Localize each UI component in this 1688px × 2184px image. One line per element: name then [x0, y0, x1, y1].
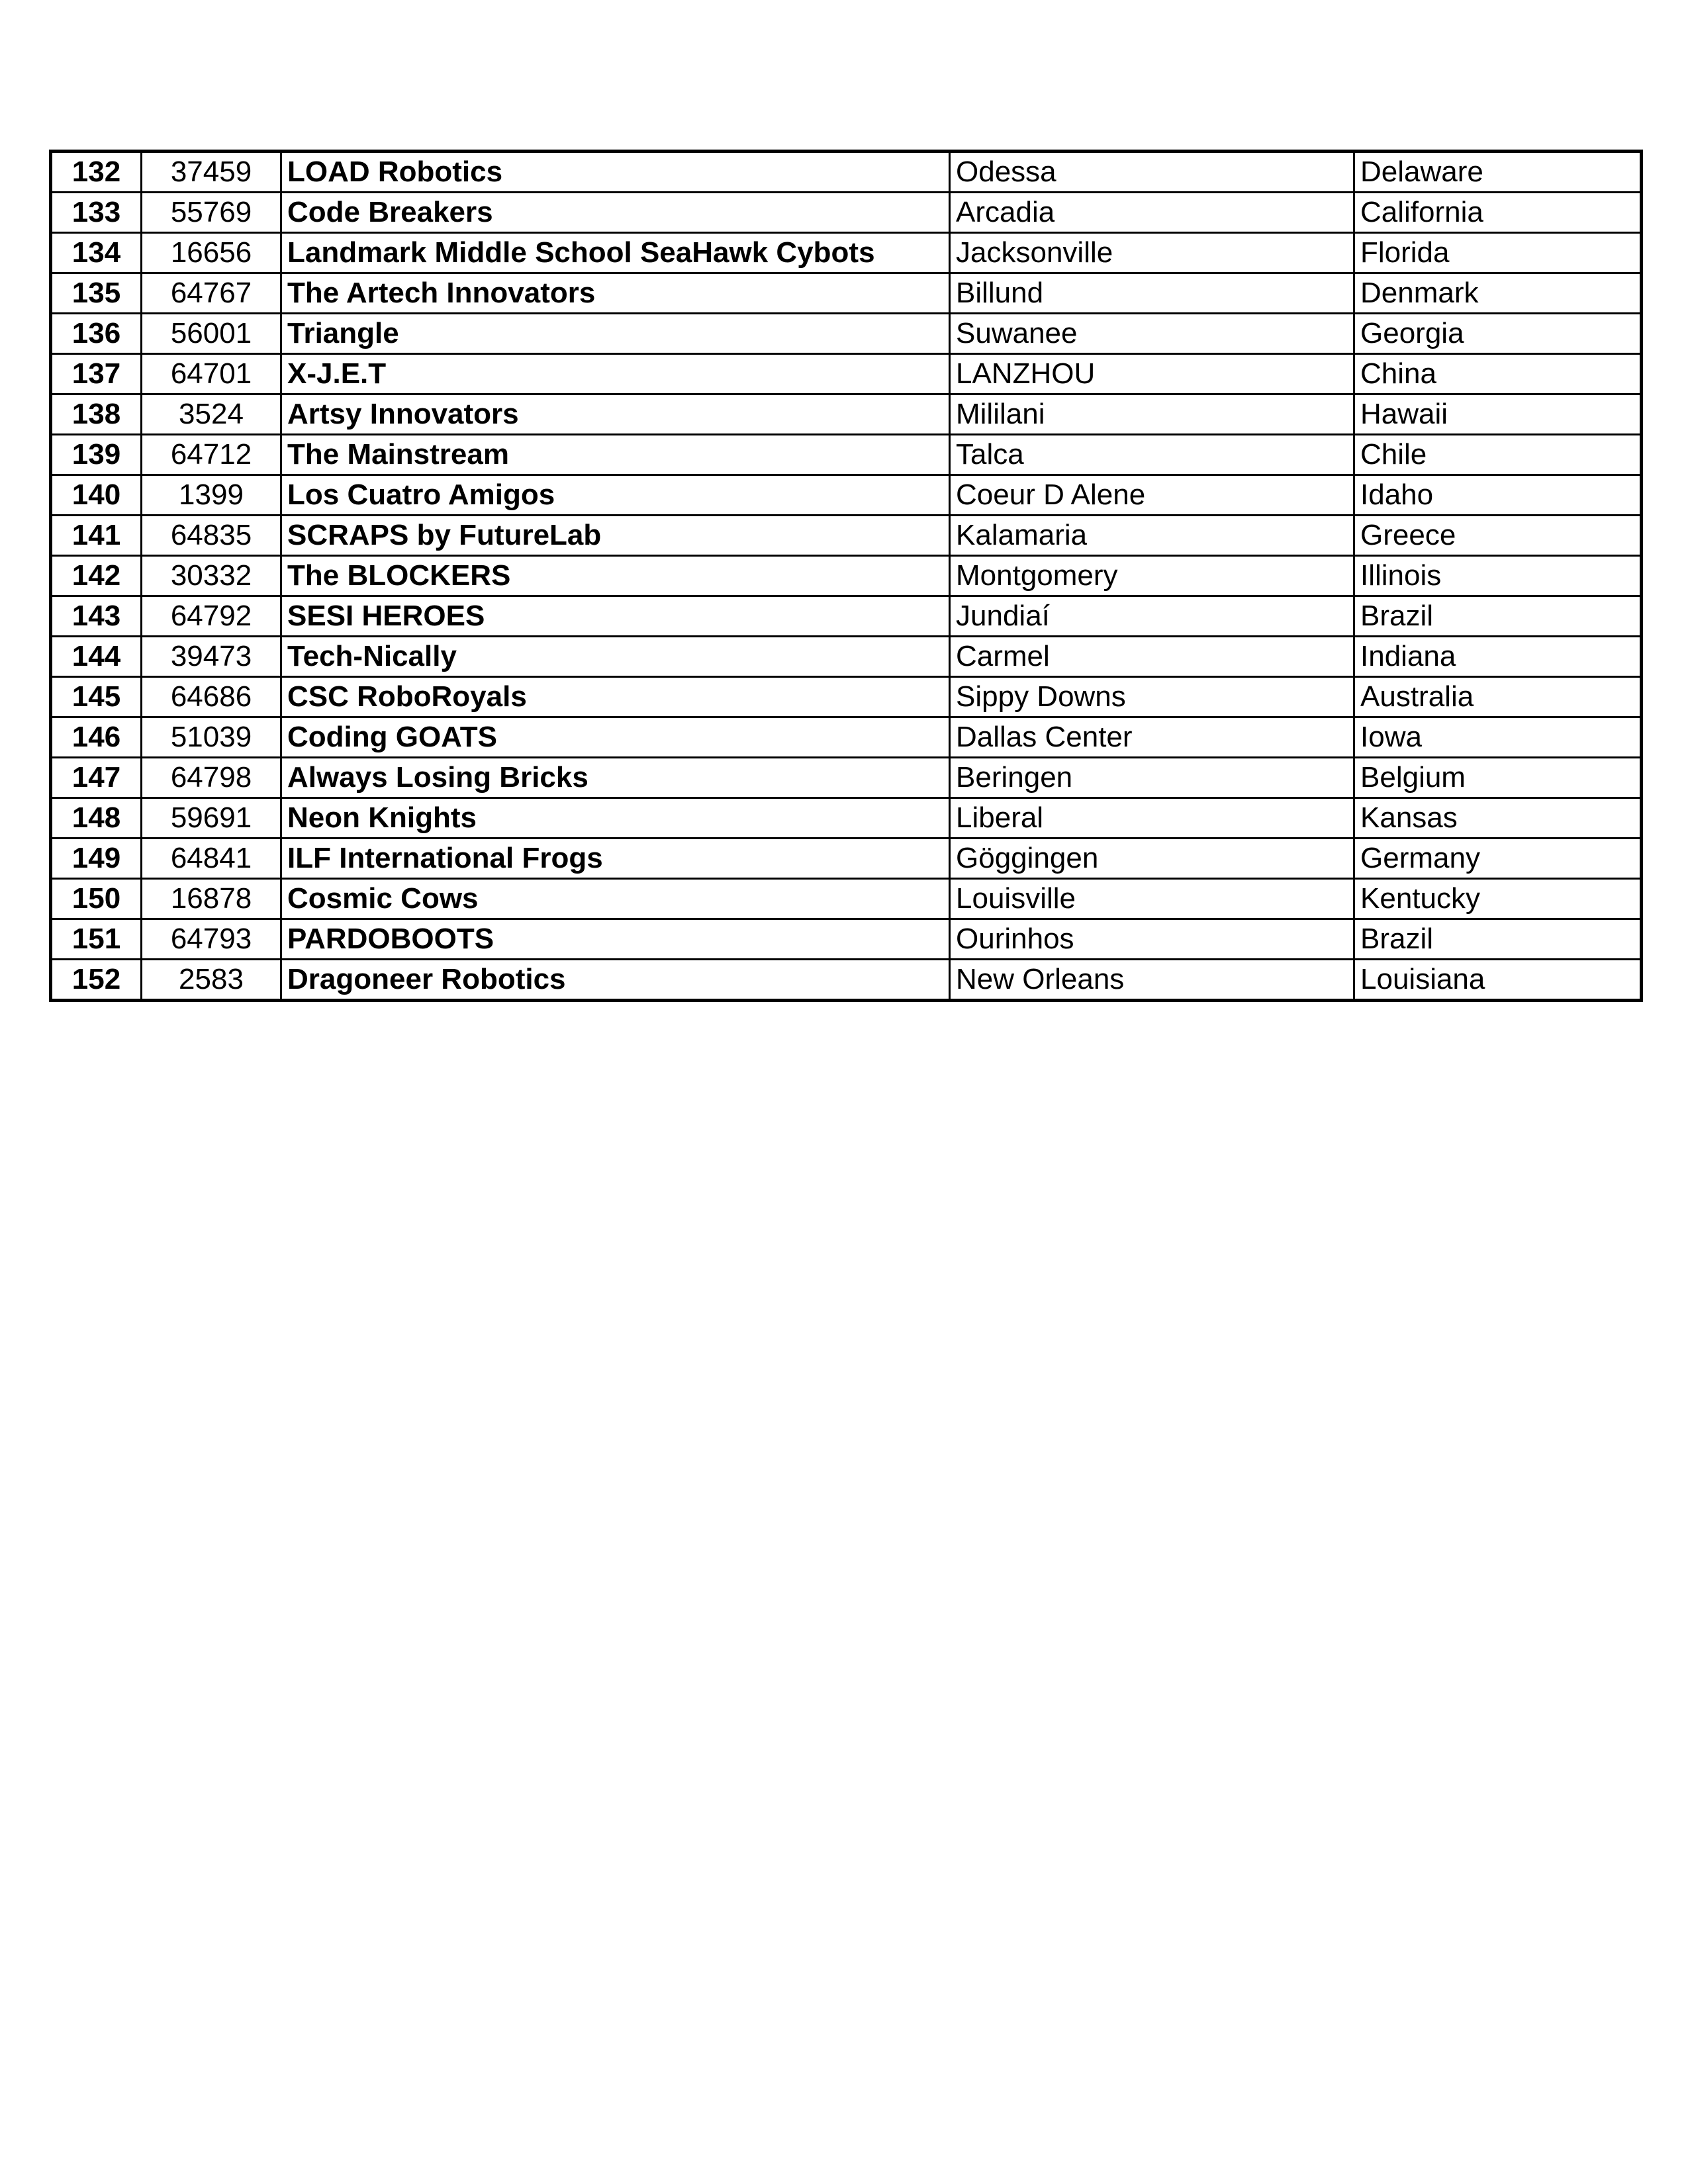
region-cell: Indiana — [1354, 637, 1642, 677]
city-cell: New Orleans — [950, 960, 1354, 1001]
rank-cell: 141 — [51, 516, 142, 556]
team-number-cell: 64835 — [142, 516, 281, 556]
table-row — [51, 394, 1642, 435]
rank-cell: 137 — [51, 354, 142, 394]
region-cell: Hawaii — [1354, 394, 1642, 435]
team-name-cell: Always Losing Bricks — [281, 758, 950, 798]
team-number-cell: 64712 — [142, 435, 281, 475]
team-name-cell: Coding GOATS — [281, 717, 950, 758]
team-number-cell: 16656 — [142, 233, 281, 273]
team-number-cell: 64767 — [142, 273, 281, 314]
city-cell: Liberal — [950, 798, 1354, 839]
team-name-cell: Dragoneer Robotics — [281, 960, 950, 1001]
team-number-cell: 64792 — [142, 596, 281, 637]
region-cell: Louisiana — [1354, 960, 1642, 1001]
region-cell: Brazil — [1354, 919, 1642, 960]
city-cell: Kalamaria — [950, 516, 1354, 556]
region-cell: Australia — [1354, 677, 1642, 717]
region-cell: Denmark — [1354, 273, 1642, 314]
team-name-cell: ILF International Frogs — [281, 839, 950, 879]
team-number-cell: 30332 — [142, 556, 281, 596]
team-name-cell: SCRAPS by FutureLab — [281, 516, 950, 556]
team-name-cell: Los Cuatro Amigos — [281, 475, 950, 516]
rank-cell: 134 — [51, 233, 142, 273]
table-row — [51, 919, 1642, 960]
rank-cell: 150 — [51, 879, 142, 919]
city-cell: Talca — [950, 435, 1354, 475]
team-number-cell: 64686 — [142, 677, 281, 717]
team-name-cell: X-J.E.T — [281, 354, 950, 394]
table-row — [51, 717, 1642, 758]
region-cell: Florida — [1354, 233, 1642, 273]
region-cell: Iowa — [1354, 717, 1642, 758]
region-cell: China — [1354, 354, 1642, 394]
team-name-cell: Landmark Middle School SeaHawk Cybots — [281, 233, 950, 273]
table-row — [51, 152, 1642, 193]
table-row — [51, 516, 1642, 556]
team-name-cell: Artsy Innovators — [281, 394, 950, 435]
team-number-cell: 39473 — [142, 637, 281, 677]
team-number-cell: 64798 — [142, 758, 281, 798]
region-cell: California — [1354, 193, 1642, 233]
city-cell: Billund — [950, 273, 1354, 314]
team-number-cell: 64841 — [142, 839, 281, 879]
table-row — [51, 435, 1642, 475]
team-name-cell: The BLOCKERS — [281, 556, 950, 596]
region-cell: Delaware — [1354, 152, 1642, 193]
table-row — [51, 758, 1642, 798]
rank-cell: 152 — [51, 960, 142, 1001]
rank-cell: 142 — [51, 556, 142, 596]
rank-cell: 144 — [51, 637, 142, 677]
region-cell: Chile — [1354, 435, 1642, 475]
rank-cell: 148 — [51, 798, 142, 839]
city-cell: Mililani — [950, 394, 1354, 435]
city-cell: Göggingen — [950, 839, 1354, 879]
team-name-cell: Tech-Nically — [281, 637, 950, 677]
table-row — [51, 233, 1642, 273]
table-row — [51, 596, 1642, 637]
team-name-cell: The Artech Innovators — [281, 273, 950, 314]
rank-cell: 133 — [51, 193, 142, 233]
team-number-cell: 51039 — [142, 717, 281, 758]
city-cell: Beringen — [950, 758, 1354, 798]
table-row — [51, 879, 1642, 919]
table-row — [51, 677, 1642, 717]
team-rankings-table — [49, 150, 1643, 1002]
team-name-cell: Code Breakers — [281, 193, 950, 233]
team-number-cell: 37459 — [142, 152, 281, 193]
city-cell: Ourinhos — [950, 919, 1354, 960]
rank-cell: 147 — [51, 758, 142, 798]
rank-cell: 149 — [51, 839, 142, 879]
city-cell: Louisville — [950, 879, 1354, 919]
city-cell: Dallas Center — [950, 717, 1354, 758]
team-number-cell: 3524 — [142, 394, 281, 435]
city-cell: Carmel — [950, 637, 1354, 677]
city-cell: Montgomery — [950, 556, 1354, 596]
rank-cell: 136 — [51, 314, 142, 354]
region-cell: Germany — [1354, 839, 1642, 879]
city-cell: Jacksonville — [950, 233, 1354, 273]
city-cell: Suwanee — [950, 314, 1354, 354]
region-cell: Kentucky — [1354, 879, 1642, 919]
rank-cell: 145 — [51, 677, 142, 717]
region-cell: Idaho — [1354, 475, 1642, 516]
city-cell: Arcadia — [950, 193, 1354, 233]
team-name-cell: LOAD Robotics — [281, 152, 950, 193]
table-row — [51, 273, 1642, 314]
table-row — [51, 960, 1642, 1001]
city-cell: Jundiaí — [950, 596, 1354, 637]
region-cell: Kansas — [1354, 798, 1642, 839]
table-row — [51, 354, 1642, 394]
city-cell: Sippy Downs — [950, 677, 1354, 717]
team-number-cell: 55769 — [142, 193, 281, 233]
team-name-cell: Triangle — [281, 314, 950, 354]
table-row — [51, 193, 1642, 233]
team-name-cell: Neon Knights — [281, 798, 950, 839]
table-row — [51, 475, 1642, 516]
team-number-cell: 16878 — [142, 879, 281, 919]
region-cell: Brazil — [1354, 596, 1642, 637]
team-name-cell: The Mainstream — [281, 435, 950, 475]
team-number-cell: 64793 — [142, 919, 281, 960]
region-cell: Georgia — [1354, 314, 1642, 354]
table-row — [51, 556, 1642, 596]
rank-cell: 132 — [51, 152, 142, 193]
table-row — [51, 314, 1642, 354]
rank-cell: 139 — [51, 435, 142, 475]
region-cell: Illinois — [1354, 556, 1642, 596]
city-cell: Coeur D Alene — [950, 475, 1354, 516]
team-name-cell: SESI HEROES — [281, 596, 950, 637]
team-number-cell: 59691 — [142, 798, 281, 839]
table-row — [51, 839, 1642, 879]
team-number-cell: 64701 — [142, 354, 281, 394]
team-name-cell: Cosmic Cows — [281, 879, 950, 919]
team-number-cell: 56001 — [142, 314, 281, 354]
city-cell: LANZHOU — [950, 354, 1354, 394]
team-name-cell: PARDOBOOTS — [281, 919, 950, 960]
region-cell: Belgium — [1354, 758, 1642, 798]
team-name-cell: CSC RoboRoyals — [281, 677, 950, 717]
table-row — [51, 798, 1642, 839]
rank-cell: 140 — [51, 475, 142, 516]
rank-cell: 151 — [51, 919, 142, 960]
rank-cell: 143 — [51, 596, 142, 637]
rank-cell: 146 — [51, 717, 142, 758]
table-body — [51, 152, 1642, 1001]
team-number-cell: 1399 — [142, 475, 281, 516]
table-row — [51, 637, 1642, 677]
city-cell: Odessa — [950, 152, 1354, 193]
rank-cell: 138 — [51, 394, 142, 435]
region-cell: Greece — [1354, 516, 1642, 556]
rank-cell: 135 — [51, 273, 142, 314]
team-number-cell: 2583 — [142, 960, 281, 1001]
